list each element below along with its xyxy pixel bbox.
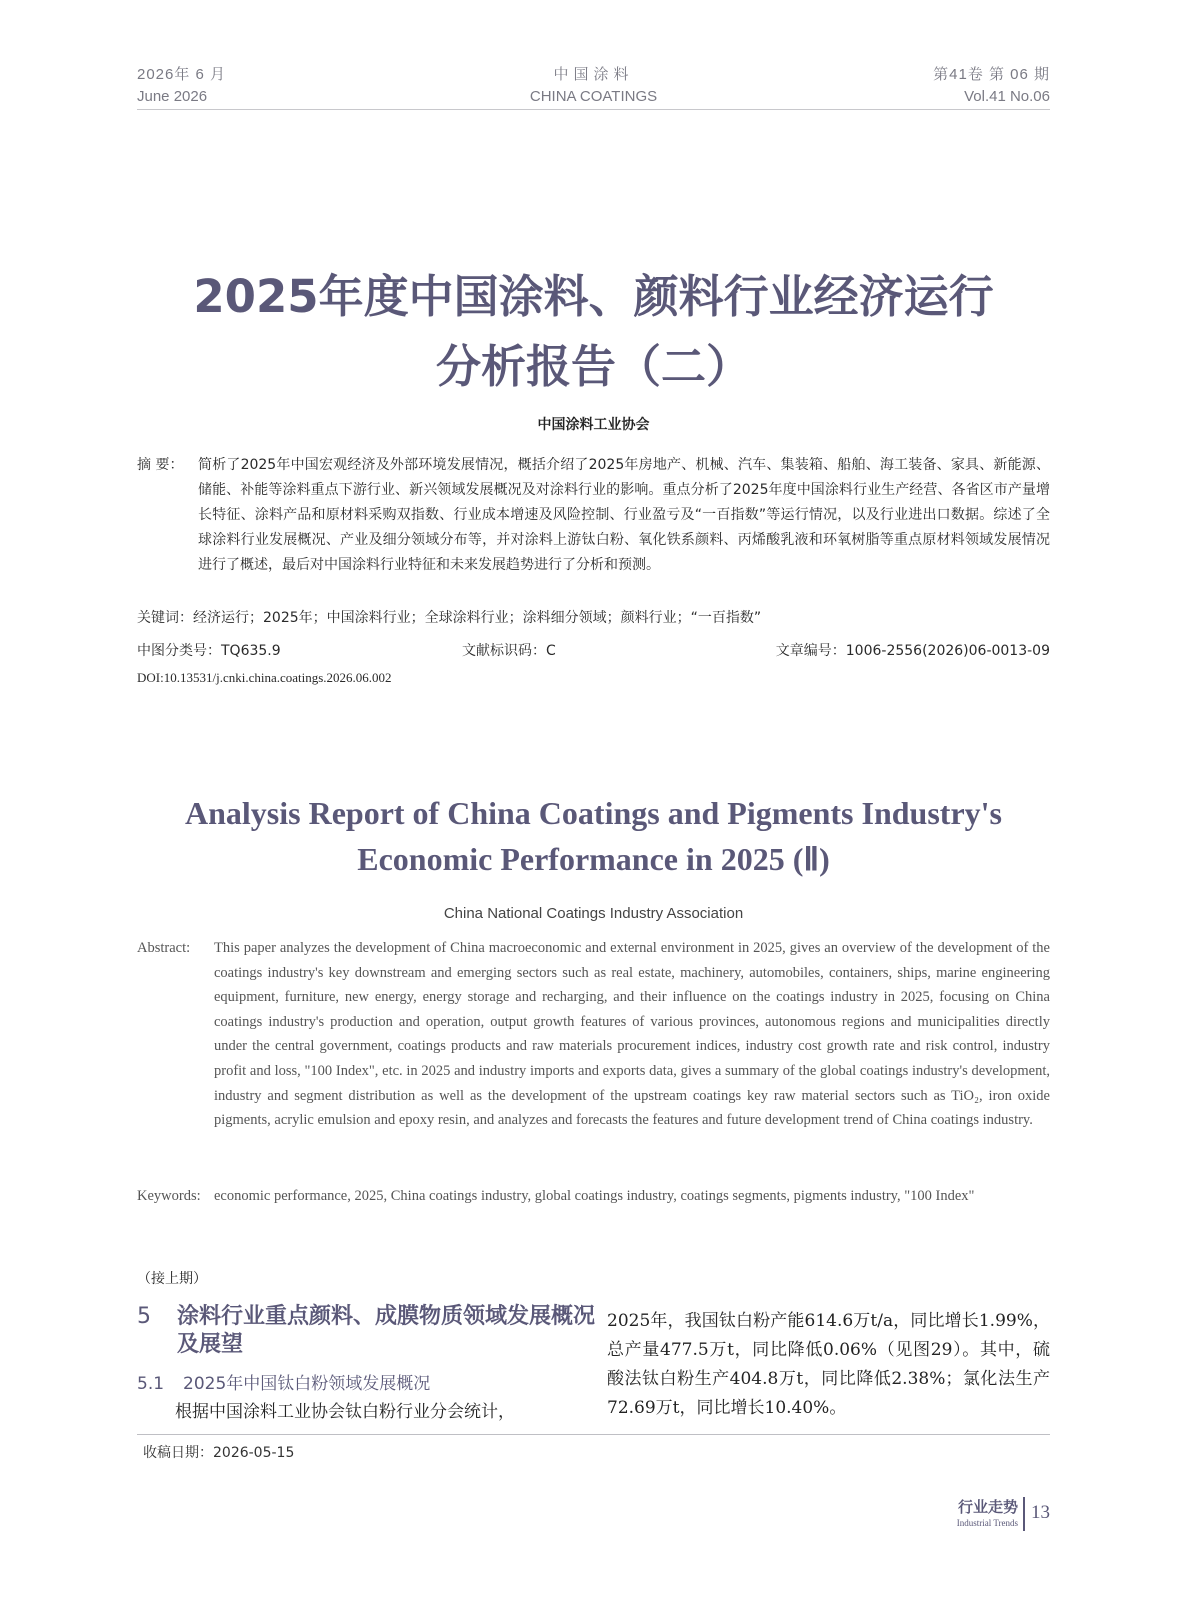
abstract-cn-text: 简析了2025年中国宏观经济及外部环境发展情况，概括介绍了2025年房地产、机械、汽车、集装箱、船舶、海工装备、家具、新能源、储能、补能等涂料重点下游行业、新兴领域发展概况及对涂料行业的影响。重点分析了2025年度中国涂料行业生产经营、各省区市产量增长特征、涂料产品和原材料采购双指数、行业成本增速及风险控制、行业盈亏及“一百指数”等运行情况，以及行业进出口数据。综述了全球涂料行业发展概况、产业及细分领域分布等，并对涂料上游钛白粉、氧化铁系颜料、丙烯酸乳液和环氧树脂等重点原材料领域发展情况进行了概述，最后对中国涂料行业特征和未来发展趋势进行了分析和预测。 — [198, 457, 1050, 573]
header-journal-en: CHINA COATINGS — [529, 88, 658, 105]
section-5-number: 5 — [137, 1304, 151, 1329]
section-5-heading — [137, 1303, 597, 1359]
doi: DOI:10.13531/j.cnki.china.coatings.2026.06.002 — [137, 670, 392, 685]
footer-brand-cn: 行业走势 — [957, 1498, 1018, 1516]
header-volume-en: Vol.41 No.06 — [964, 88, 1050, 105]
header-date-en: June 2026 — [137, 88, 208, 105]
keywords-cn: 关键词：经济运行；2025年；中国涂料行业；全球涂料行业；涂料细分领域；颜料行业；“一百指数” — [137, 610, 762, 626]
author-en: China National Coatings Industry Association — [443, 905, 744, 922]
footer-brand-en: Industrial Trends — [956, 1518, 1018, 1528]
page-number: 13 — [1031, 1502, 1050, 1523]
header-journal — [137, 64, 1050, 108]
header-date-cn: 2026年 6 月 — [137, 66, 227, 83]
section-5-title: 涂料行业重点颜料、成膜物质领域发展概况及展望 — [177, 1304, 596, 1357]
footer-brand — [928, 1497, 1018, 1529]
abstract-en-label: Abstract: — [137, 940, 191, 956]
paper-title-cn-line1: 2025年度中国涂料、颜料行业经济运行 — [193, 270, 994, 323]
paper-title-cn — [120, 262, 1067, 402]
author-cn: 中国涂料工业协会 — [537, 417, 650, 433]
article-number: 文章编号：1006-2556(2026)06-0013-09 — [775, 643, 1050, 659]
header-volume-cn: 第41卷 第 06 期 — [933, 66, 1050, 83]
paper-title-en-line1: Analysis Report of China Coatings and Pigments Industry's — [184, 795, 1002, 831]
footnote-divider — [137, 1434, 1050, 1435]
received-date: 收稿日期：2026-05-15 — [143, 1445, 295, 1461]
paper-title-en-line2: Economic Performance in 2025 (Ⅱ) — [357, 841, 830, 877]
classification-row — [137, 640, 1050, 662]
keywords-en — [137, 1184, 1050, 1209]
keywords-en-label: Keywords: — [137, 1188, 201, 1204]
abstract-cn-label: 摘 要： — [137, 457, 184, 473]
section-5-1-number: 5.1 — [137, 1374, 165, 1394]
document-code: 文献标识码：C — [462, 643, 556, 659]
section-5-1-heading — [137, 1372, 430, 1396]
abstract-cn — [137, 453, 1050, 578]
paper-title-cn-line2: 分析报告（二） — [435, 340, 751, 393]
header-volume — [933, 64, 1050, 108]
paper-title-en — [120, 790, 1067, 882]
running-header — [137, 62, 1050, 110]
section-5-1-title: 2025年中国钛白粉领域发展概况 — [183, 1374, 431, 1394]
header-journal-cn: 中国涂料 — [553, 66, 634, 83]
continued-note: （接上期） — [137, 1271, 207, 1287]
abstract-en — [137, 936, 1050, 1133]
body-text-left: 根据中国涂料工业协会钛白粉行业分会统计， — [175, 1402, 515, 1422]
body-text-right: 2025年，我国钛白粉产能614.6万t/a，同比增长1.99%，总产量477.5万t，同比降低0.06%（见图29）。其中，硫酸法钛白粉生产404.8万t，同比降低2.38%；氯化法生产72.69万t，同比增长10.40%。 — [607, 1311, 1050, 1418]
keywords-en-text: economic performance, 2025, China coatings industry, global coatings industry, coatings segments, pigments industry, "100 Index" — [214, 1188, 975, 1204]
clc-number: 中图分类号：TQ635.9 — [137, 643, 281, 659]
footer-divider-bar — [1023, 1497, 1025, 1531]
abstract-en-text: This paper analyzes the development of China macroeconomic and external environment in 2025, gives an overview of the development of the coatings industry's key downstream and emerging sectors such as real estate, machinery, automobiles, containers, ships, marine engineering equipment, furniture, new energy, energy storage and recharging, and their influence on the coatings industry in 2025, focusing on China coatings industry's production and operation, output growth features of various provinces, autonomous regions and municipalities directly under the central government, coatings products and raw materials procurement indices, industry cost growth rate and risk control, industry profit and loss, "100 Index", etc. in 2025 and industry imports and exports data, gives a summary of the global coatings industry's development, industry and segment distribution as well as the development of the upstream coatings key raw material sectors such as TiO₂, iron oxide pigments, acrylic emulsion and epoxy resin, and analyzes and forecasts the features and future development trend of China coatings industry. — [214, 940, 1050, 1129]
